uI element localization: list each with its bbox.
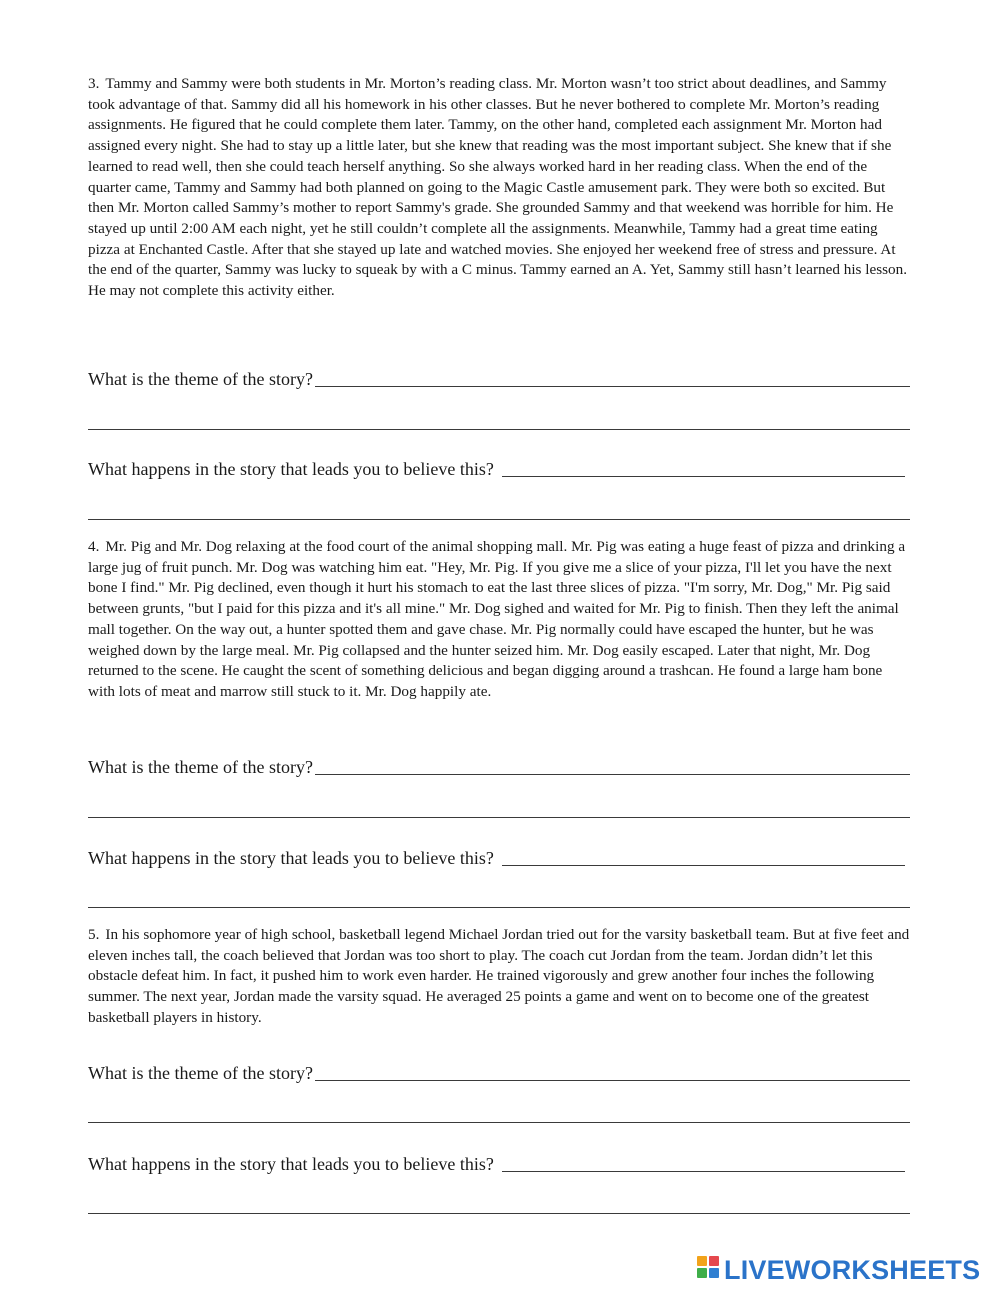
story-4-evidence-question: What happens in the story that leads you to believe this? [88,848,494,868]
story-5-passage [88,925,911,1029]
story-3-evidence-question: What happens in the story that leads you to believe this? [88,459,494,479]
liveworksheets-logo [697,1253,980,1287]
story-4-theme-answer-line-2[interactable] [88,817,910,818]
story-4-passage [88,537,911,703]
story-3-theme-row [88,364,910,390]
blocks-icon [697,1256,721,1284]
story-4-text: Mr. Pig and Mr. Dog relaxing at the food court of the animal shopping mall. Mr. Pig was eating a huge feast of pizza and drinking a large jug of fruit punch. Mr. Dog was watching him eat. "Hey, Mr. Pig. If you give me a slice of your pizza, I'll let you have the next bone I find." Mr. Pig declined, even though it hurt his stomach to eat the last three slices of pizza. "I'm sorry, Mr. Dog," Mr. Pig said between grunts, "but I paid for this pizza and it's all mine." Mr. Dog sighed and waited for Mr. Pig to finish. Then they left the animal mall together. On the way out, a hunter spotted them and gave chase. Mr. Pig normally could have escaped the hunter, but he was weighed down by the large meal. Mr. Pig collapsed and the hunter seized him. Mr. Dog easily escaped. Later that night, Mr. Dog returned to the scene. He caught the scent of something delicious and began digging around a trashcan. He found a large ham bone with lots of meat and marrow still stuck to it. Mr. Dog happily ate. [88,538,906,700]
story-4-theme-answer-line[interactable] [315,754,910,775]
story-3-evidence-answer-line[interactable] [502,456,905,477]
story-4-evidence-row [88,843,910,869]
story-5-theme-question: What is the theme of the story? [88,1063,313,1083]
story-5-evidence-row [88,1149,910,1175]
story-4-theme-question: What is the theme of the story? [88,757,313,777]
story-5-theme-row [88,1058,910,1084]
story-4-evidence-answer-line[interactable] [502,845,905,866]
block-orange-icon [697,1256,707,1266]
story-3-text: Tammy and Sammy were both students in Mr. Morton’s reading class. Mr. Morton wasn’t too strict about deadlines, and Sammy took advantage of that. Sammy did all his homework in his other classes. But he never bothered to complete Mr. Morton’s reading assignments. He figured that he could complete them later. Tammy, on the other hand, completed each assignment Mr. Morton had assigned every night. She had to stay up a little later, but she knew that reading was the most important subject. She knew that if she learned to read well, then she could teach herself anything. So she always worked hard in her reading class. When the end of the quarter came, Tammy and Sammy had both planned on going to the Magic Castle amusement park. They were both so excited. But then Mr. Morton called Sammy’s mother to report Sammy's grade. She grounded Sammy and that weekend was horrible for him. He stayed up until 2:00 AM each night, yet he still couldn’t complete all the assignments. Meanwhile, Tammy had a great time eating pizza at Enchanted Castle. After that she stayed up late and watched movies. She enjoyed her weekend free of stress and pressure. At the end of the quarter, Sammy was lucky to squeak by with a C minus. Tammy earned an A. Yet, Sammy still hasn’t learned his lesson. He may not complete this activity either. [88,75,908,300]
story-3-number: 3. [88,75,100,92]
story-5-evidence-answer-line[interactable] [502,1151,905,1172]
story-5-theme-answer-line[interactable] [315,1060,910,1081]
story-3-evidence-answer-line-2[interactable] [88,519,910,520]
story-4-evidence-answer-line-2[interactable] [88,907,910,908]
story-5-evidence-answer-line-2[interactable] [88,1213,910,1214]
block-red-icon [709,1256,719,1266]
story-3-evidence-row [88,454,910,480]
story-4-theme-row [88,752,910,778]
block-green-icon [697,1268,707,1278]
story-3-theme-answer-line[interactable] [315,366,910,387]
story-5-evidence-question: What happens in the story that leads you to believe this? [88,1154,494,1174]
story-3-theme-question: What is the theme of the story? [88,369,313,389]
story-3-theme-answer-line-2[interactable] [88,429,910,430]
story-5-text: In his sophomore year of high school, basketball legend Michael Jordan tried out for the varsity basketball team. But at five feet and eleven inches tall, the coach believed that Jordan was too short to play. The coach cut Jordan from the team. Jordan didn’t let this obstacle defeat him. In fact, it pushed him to work even harder. He trained vigorously and grew another four inches the following summer. The next year, Jordan made the varsity squad. He averaged 25 points a game and went on to become one of the greatest basketball players in history. [88,926,910,1026]
block-blue-icon [709,1268,719,1278]
story-5-number: 5. [88,926,100,943]
logo-wordmark: LIVEWORKSHEETS [724,1254,981,1285]
story-4-number: 4. [88,538,100,555]
story-3-passage [88,74,911,302]
story-5-theme-answer-line-2[interactable] [88,1122,910,1123]
